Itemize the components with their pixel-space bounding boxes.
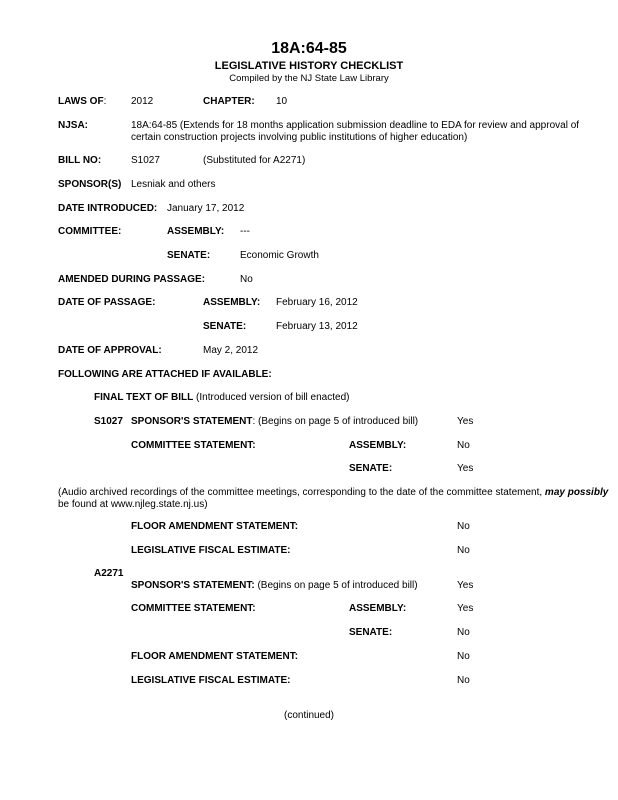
sponsors-value: Lesniak and others bbox=[131, 179, 216, 190]
committee-senate-value: Economic Growth bbox=[240, 250, 319, 261]
amended-label: AMENDED DURING PASSAGE: bbox=[58, 274, 206, 285]
njsa-label: NJSA: bbox=[58, 120, 89, 131]
bill-no-note: (Substituted for A2271) bbox=[203, 155, 306, 166]
chapter-label: CHAPTER: bbox=[203, 96, 255, 107]
committee-assembly-label: ASSEMBLY: bbox=[167, 226, 225, 237]
s1027-sponsor-statement: SPONSOR'S STATEMENT: (Begins on page 5 of introduced bill) bbox=[131, 416, 419, 427]
a2271-floor-label: FLOOR AMENDMENT STATEMENT: bbox=[131, 651, 299, 662]
laws-of-value: 2012 bbox=[131, 96, 154, 107]
chapter-value: 10 bbox=[276, 96, 288, 107]
passage-senate-label: SENATE: bbox=[203, 321, 247, 332]
passage-label: DATE OF PASSAGE: bbox=[58, 297, 156, 308]
a2271-sponsor-statement: SPONSOR'S STATEMENT: (Begins on page 5 of introduced bill) bbox=[131, 580, 418, 591]
laws-of-label: LAWS OF: bbox=[58, 96, 107, 107]
a2271-fiscal-label: LEGISLATIVE FISCAL ESTIMATE: bbox=[131, 675, 291, 686]
s1027-sponsor-value: Yes bbox=[457, 416, 474, 427]
sponsors-label: SPONSOR(S) bbox=[58, 179, 122, 190]
s1027-fiscal-label: LEGISLATIVE FISCAL ESTIMATE: bbox=[131, 545, 291, 556]
s1027-assembly-value: No bbox=[457, 440, 470, 451]
final-text-row: FINAL TEXT OF BILL (Introduced version of bill enacted) bbox=[94, 392, 350, 403]
committee-assembly-value: --- bbox=[240, 226, 250, 237]
committee-label: COMMITTEE: bbox=[58, 226, 122, 237]
a2271-committee-label: COMMITTEE STATEMENT: bbox=[131, 603, 256, 614]
a2271-assembly-label: ASSEMBLY: bbox=[349, 603, 407, 614]
a2271-id: A2271 bbox=[94, 568, 124, 579]
passage-senate-value: February 13, 2012 bbox=[276, 321, 358, 332]
passage-assembly-value: February 16, 2012 bbox=[276, 297, 358, 308]
committee-senate-label: SENATE: bbox=[167, 250, 211, 261]
a2271-fiscal-value: No bbox=[457, 675, 470, 686]
bill-no-label: BILL NO: bbox=[58, 155, 102, 166]
njsa-line-1: 18A:64-85 (Extends for 18 months application submission deadline to EDA for review and approval of bbox=[131, 120, 580, 131]
s1027-senate-label: SENATE: bbox=[349, 463, 393, 474]
s1027-assembly-label: ASSEMBLY: bbox=[349, 440, 407, 451]
document-code: 18A:64-85 bbox=[271, 40, 347, 57]
document-title: LEGISLATIVE HISTORY CHECKLIST bbox=[214, 60, 404, 72]
bill-no-value: S1027 bbox=[131, 155, 160, 166]
s1027-floor-value: No bbox=[457, 521, 470, 532]
s1027-senate-value: Yes bbox=[457, 463, 474, 474]
a2271-floor-value: No bbox=[457, 651, 470, 662]
a2271-assembly-value: Yes bbox=[457, 603, 474, 614]
a2271-senate-label: SENATE: bbox=[349, 627, 393, 638]
s1027-fiscal-value: No bbox=[457, 545, 470, 556]
s1027-committee-label: COMMITTEE STATEMENT: bbox=[131, 440, 256, 451]
amended-value: No bbox=[240, 274, 253, 285]
njsa-line-2: certain construction projects involving public institutions of higher education) bbox=[131, 132, 468, 143]
audio-note-line-2: be found at www.njleg.state.nj.us) bbox=[58, 499, 208, 510]
s1027-id: S1027 bbox=[94, 416, 123, 427]
s1027-floor-label: FLOOR AMENDMENT STATEMENT: bbox=[131, 521, 299, 532]
date-introduced-label: DATE INTRODUCED: bbox=[58, 203, 158, 214]
date-introduced-value: January 17, 2012 bbox=[167, 203, 245, 214]
approval-label: DATE OF APPROVAL: bbox=[58, 345, 162, 356]
attached-heading: FOLLOWING ARE ATTACHED IF AVAILABLE: bbox=[58, 369, 272, 380]
passage-assembly-label: ASSEMBLY: bbox=[203, 297, 261, 308]
a2271-sponsor-value: Yes bbox=[457, 580, 474, 591]
approval-value: May 2, 2012 bbox=[203, 345, 259, 356]
a2271-senate-value: No bbox=[457, 627, 470, 638]
audio-note-line-1: (Audio archived recordings of the committee meetings, corresponding to the date of the committee statement, may possibly bbox=[58, 487, 609, 498]
continued-footer: (continued) bbox=[283, 710, 335, 721]
document-subtitle: Compiled by the NJ State Law Library bbox=[229, 73, 389, 84]
